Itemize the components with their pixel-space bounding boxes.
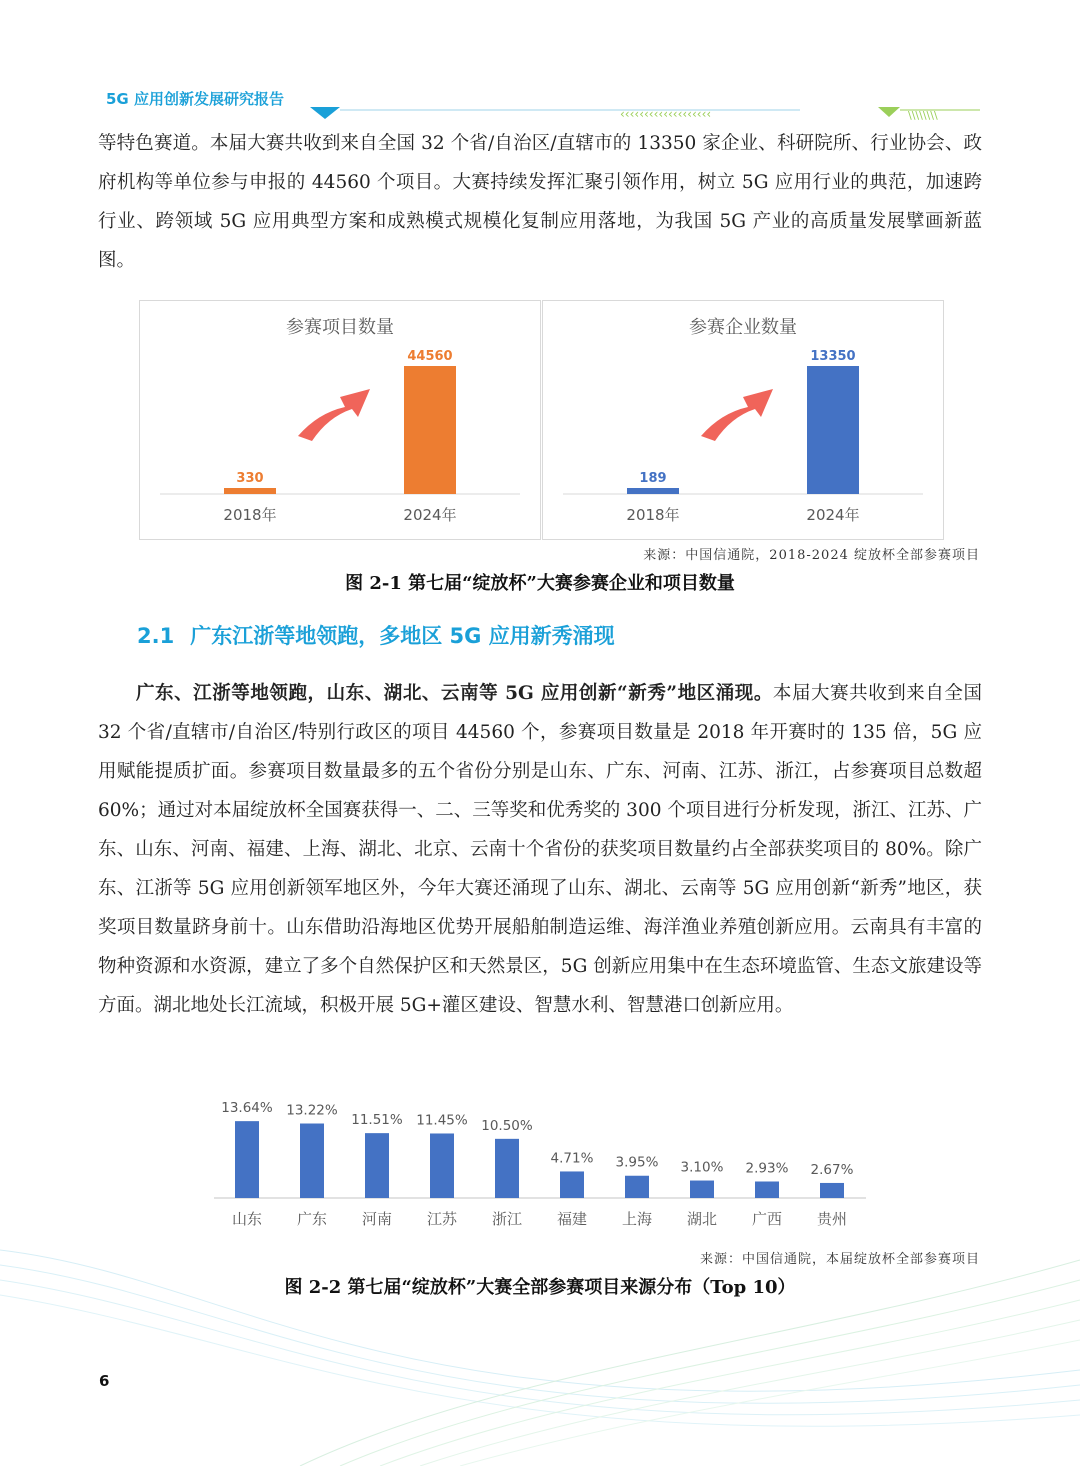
bar	[807, 366, 859, 494]
svg-text:\\\\\\\\: \\\\\\\\	[908, 109, 938, 121]
running-header-title: 5G 应用创新发展研究报告	[106, 90, 284, 108]
data-label: 10.50%	[481, 1117, 533, 1134]
data-label: 13350	[810, 349, 856, 364]
data-label: 330	[236, 471, 264, 486]
bar	[365, 1133, 389, 1198]
data-label: 44560	[407, 349, 453, 364]
data-label: 4.71%	[550, 1150, 594, 1167]
x-tick-label: 山东	[231, 1210, 263, 1228]
intro-paragraph: 等特色赛道。本届大赛共收到来自全国 32 个省/自治区/直辖市的 13350 家企业、科研院所、行业协会、政府机构等单位参与申报的 44560 个项目。大赛持续发挥汇聚引领作用，树立 5G 应用行业的典范，加速跨行业、跨领域 5G 应用典型方案和成熟模式规模化复制应用落地，为我国 5G 产业的高质量发展擘画新蓝图。	[98, 133, 982, 271]
data-label: 11.51%	[351, 1112, 403, 1129]
x-tick-label: 2018年	[223, 506, 277, 524]
body-paragraph	[98, 674, 982, 1025]
x-tick-label: 湖北	[686, 1210, 718, 1228]
x-tick-label: 2018年	[626, 506, 680, 524]
header-chevrons-icon: ‹‹‹‹‹‹‹‹‹‹‹‹‹‹‹‹‹‹‹	[620, 107, 712, 121]
data-label: 2.93%	[745, 1160, 789, 1177]
body-paragraph-text: 本届大赛共收到来自全国 32 个省/直辖市/自治区/特别行政区的项目 44560 个，参赛项目数量是 2018 年开赛时的 135 倍，5G 应用赋能提质扩面。参赛项目数量最多的五个省份分别是山东、广东、河南、江苏、浙江，占参赛项目总数超 60%；通过对本届绽放杯全国赛获得一、二、三等奖和优秀奖的 300 个项目进行分析发现，浙江、江苏、广东、山东、河南、福建、上海、湖北、北京、云南十个省份的获奖项目数量约占全部获奖项目的 80%。除广东、江浙等 5G 应用创新领军地区外，今年大赛还涌现了山东、湖北、云南等 5G 应用创新“新秀”地区，获奖项目数量跻身前十。山东借助沿海地区优势开展船舶制造运维、海洋渔业养殖创新应用。云南具有丰富的物种资源和水资源，建立了多个自然保护区和天然景区，5G 创新应用集中在生态环境监管、生态文旅建设等方面。湖北地处长江流域，积极开展 5G+灌区建设、智慧水利、智慧港口创新应用。	[98, 683, 982, 1016]
x-tick-label: 2024年	[403, 506, 457, 524]
bar	[625, 1176, 649, 1198]
data-label: 2.67%	[810, 1161, 854, 1178]
bar	[820, 1183, 844, 1198]
bar	[495, 1139, 519, 1198]
chart-project-count	[139, 300, 541, 540]
section-number: 2.1	[137, 624, 175, 648]
x-tick-label: 广东	[296, 1210, 328, 1228]
data-label: 189	[639, 471, 667, 486]
bar	[300, 1124, 324, 1198]
bar	[430, 1133, 454, 1198]
bar	[627, 488, 679, 494]
bar	[755, 1181, 779, 1198]
body-paragraph-lead: 广东、江浙等地领跑，山东、湖北、云南等 5G 应用创新“新秀”地区涌现。	[136, 683, 773, 704]
growth-arrow-icon	[701, 389, 773, 441]
bar	[224, 488, 276, 494]
x-tick-label: 广西	[751, 1210, 783, 1228]
page-number: 6	[99, 1372, 110, 1390]
chart-title: 参赛项目数量	[286, 317, 394, 338]
section-title: 广东江浙等地领跑，多地区 5G 应用新秀涌现	[190, 624, 615, 648]
x-tick-label: 贵州	[816, 1210, 848, 1228]
figure-2-source: 来源：中国信通院，本届绽放杯全部参赛项目	[699, 1252, 980, 1267]
figure-1-caption: 图 2-1 第七届“绽放杯”大赛参赛企业和项目数量	[345, 573, 735, 594]
chart-enterprise-count	[542, 300, 944, 540]
x-tick-label: 河南	[361, 1210, 393, 1228]
data-label: 13.22%	[286, 1102, 338, 1119]
growth-arrow-icon	[298, 389, 370, 441]
bar	[560, 1171, 584, 1198]
chart-title: 参赛企业数量	[689, 317, 797, 338]
data-label: 13.64%	[221, 1100, 273, 1117]
bar	[235, 1121, 259, 1198]
bar	[404, 366, 456, 494]
x-tick-label: 上海	[621, 1210, 653, 1228]
bar	[690, 1181, 714, 1198]
x-tick-label: 浙江	[491, 1210, 523, 1228]
x-tick-label: 江苏	[426, 1210, 458, 1228]
header-triangle-icon	[310, 107, 340, 119]
header-decoration	[100, 107, 980, 121]
figure-1-source: 来源：中国信通院，2018-2024 绽放杯全部参赛项目	[643, 548, 980, 563]
x-tick-label: 福建	[556, 1210, 588, 1228]
data-label: 3.10%	[680, 1159, 724, 1176]
x-tick-label: 2024年	[806, 506, 860, 524]
section-heading	[137, 620, 615, 650]
figure-2-caption: 图 2-2 第七届“绽放杯”大赛全部参赛项目来源分布（Top 10）	[284, 1277, 796, 1298]
data-label: 3.95%	[615, 1154, 659, 1171]
decorative-wave-background	[0, 1220, 1080, 1466]
data-label: 11.45%	[416, 1112, 468, 1129]
